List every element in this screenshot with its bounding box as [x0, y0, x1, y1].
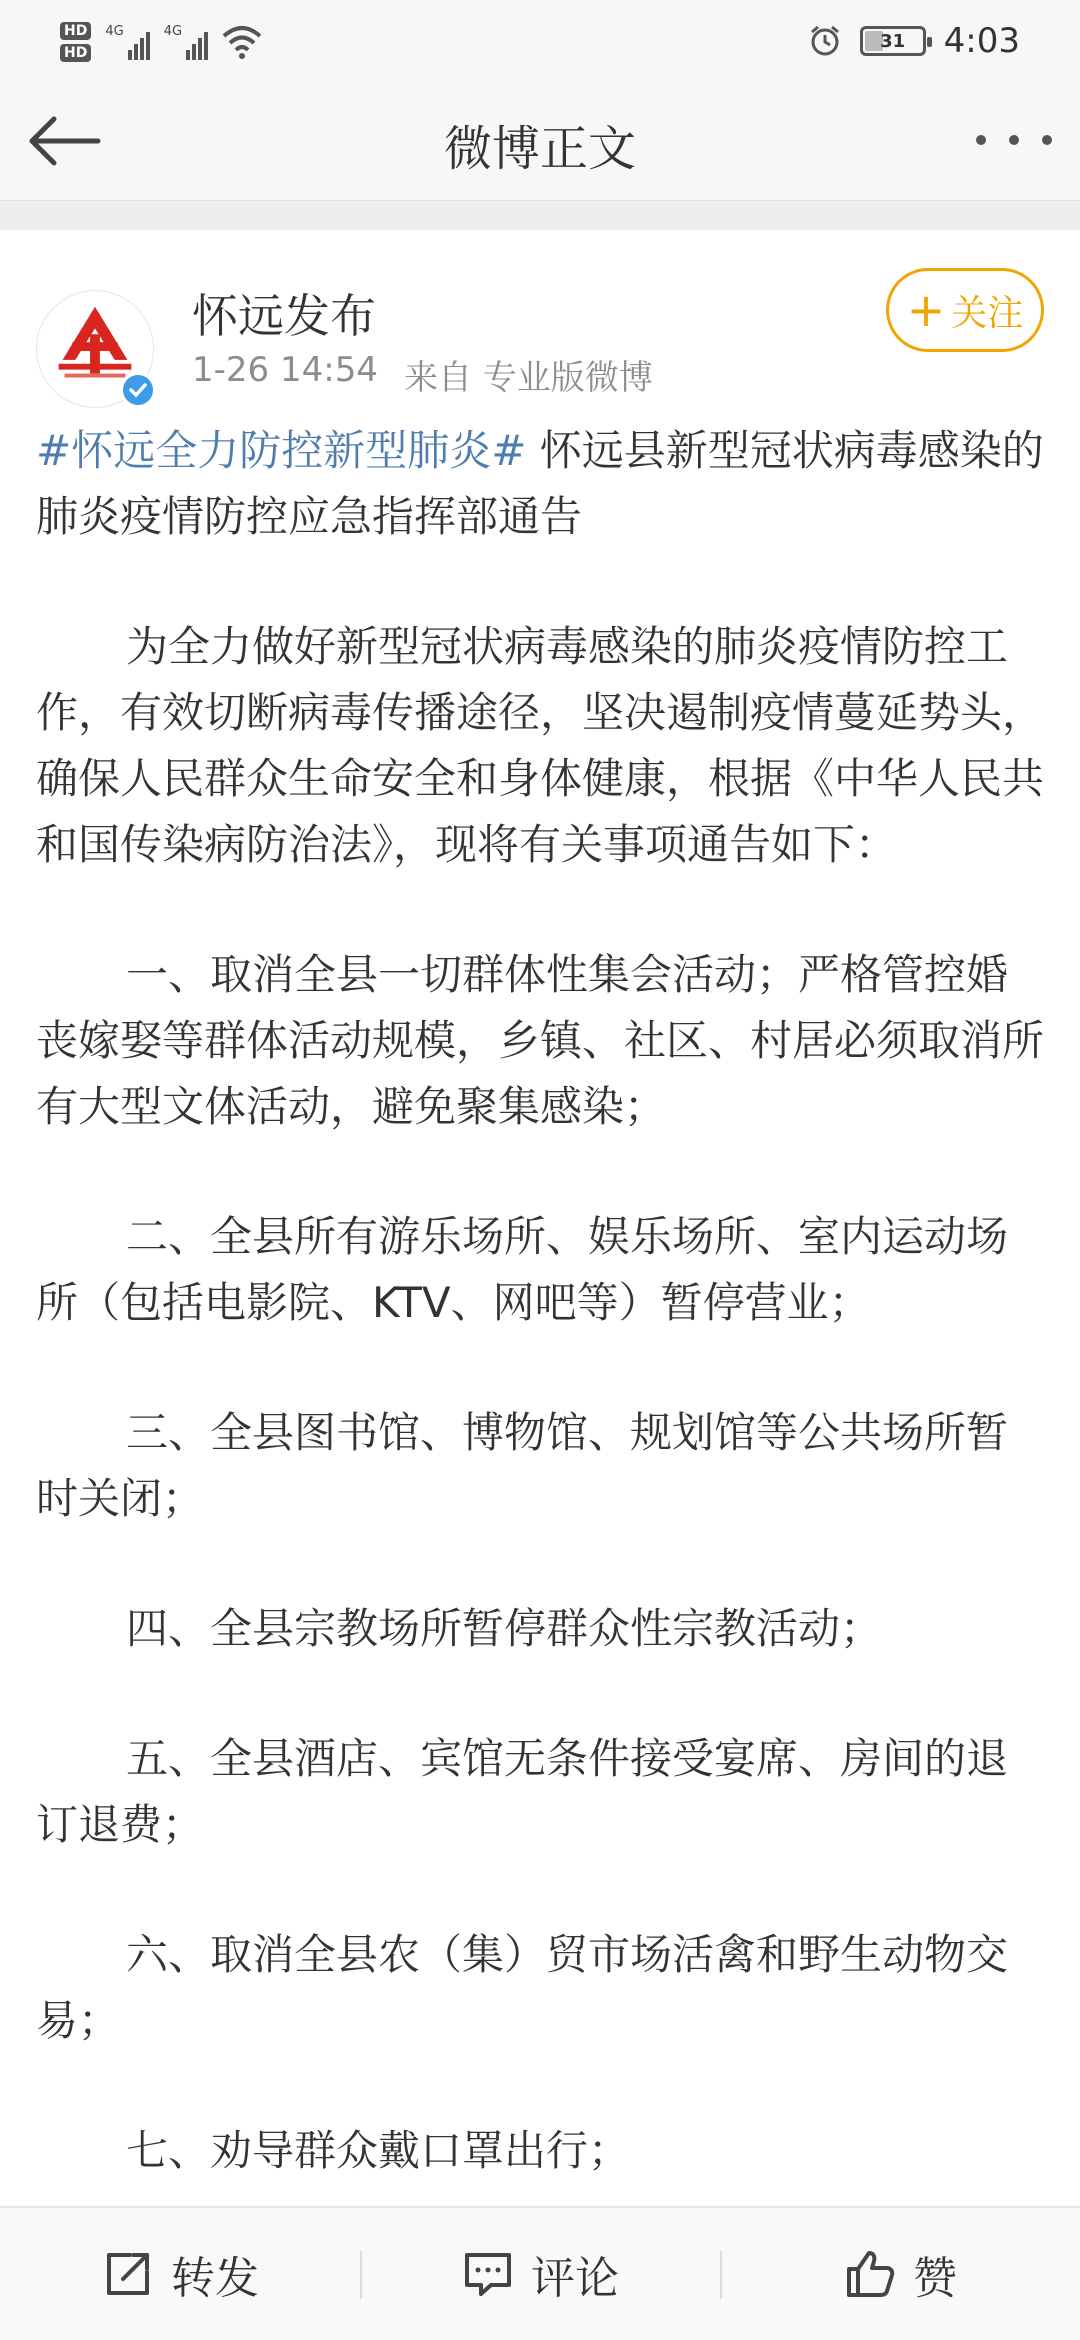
- hd-indicators: [60, 22, 91, 62]
- action-bar: [0, 2206, 1080, 2340]
- page-title: 微博正文: [443, 121, 636, 177]
- status-left: [60, 12, 262, 72]
- post-paragraph: 七、劝导群众戴口罩出行；: [126, 2126, 631, 2175]
- signal-icon-2: [164, 24, 208, 60]
- post-title-text: 怀远县新型冠状病毒感染的肺炎疫情防控应急指挥部通告: [36, 426, 1044, 541]
- post-body: [36, 418, 1044, 2208]
- post-date: 1-26 14:54: [192, 350, 378, 390]
- like-label: 赞: [913, 2253, 957, 2304]
- post-paragraph: 一、取消全县一切群体性集会活动；严格管控婚丧嫁娶等群体活动规模，乡镇、社区、村居必须取消所有大型文体活动，避免聚集感染；: [36, 950, 1044, 1131]
- follow-plus-icon: +: [906, 283, 946, 337]
- status-right: [808, 16, 1020, 66]
- network-type-1: 4G: [105, 24, 124, 39]
- hd1-badge: HD: [60, 22, 91, 40]
- more-button[interactable]: [976, 120, 1052, 160]
- like-button[interactable]: [720, 2207, 1080, 2340]
- post-paragraph: 三、全县图书馆、博物馆、规划馆等公共场所暂时关闭；: [36, 1408, 1009, 1523]
- author-avatar[interactable]: [36, 290, 154, 408]
- hd2-badge: HD: [60, 44, 91, 62]
- more-dots-icon: [976, 135, 986, 145]
- post-paragraph: 五、全县酒店、宾馆无条件接受宴席、房间的退订退费；: [36, 1734, 1009, 1849]
- wifi-icon: [222, 24, 262, 60]
- thumbs-up-icon: [843, 2247, 897, 2301]
- battery-level: 31: [880, 30, 906, 52]
- post-paragraph: 六、取消全县农（集）贸市场活禽和野生动物交易；: [36, 1930, 1009, 2045]
- repost-label: 转发: [171, 2253, 259, 2304]
- alarm-icon: [808, 24, 842, 58]
- verified-badge-icon: [120, 372, 156, 408]
- hashtag-link[interactable]: #怀远全力防控新型肺炎#: [36, 426, 527, 475]
- clock: 4:03: [943, 21, 1020, 61]
- post-source: 来自 专业版微博: [403, 358, 653, 398]
- author-name[interactable]: 怀远发布: [192, 289, 376, 343]
- repost-icon: [101, 2247, 155, 2301]
- status-bar: [0, 0, 1080, 80]
- comment-label: 评论: [531, 2253, 619, 2304]
- comment-icon: [461, 2247, 515, 2301]
- post-paragraph: 为全力做好新型冠状病毒感染的肺炎疫情防控工作，有效切断病毒传播途径，坚决遏制疫情蔓延势头，确保人民群众生命安全和身体健康，根据《中华人民共和国传染病防治法》，现将有关事项通告如下：: [36, 622, 1044, 869]
- nav-bar: [0, 80, 1080, 200]
- repost-button[interactable]: [0, 2207, 360, 2340]
- signal-icon: [105, 24, 149, 60]
- post-paragraph: 二、全县所有游乐场所、娱乐场所、室内运动场所（包括电影院、KTV、网吧等）暂停营业；: [36, 1212, 1009, 1327]
- network-type-2: 4G: [163, 24, 183, 39]
- post-title: [36, 418, 1044, 550]
- post-meta: [192, 350, 653, 399]
- header-divider: [0, 200, 1080, 230]
- post-paragraph: 四、全县宗教场所暂停群众性宗教活动；: [126, 1604, 883, 1653]
- follow-label: 关注: [951, 292, 1024, 334]
- battery-icon: [860, 26, 926, 56]
- follow-button[interactable]: [886, 268, 1044, 352]
- comment-button[interactable]: [360, 2207, 720, 2340]
